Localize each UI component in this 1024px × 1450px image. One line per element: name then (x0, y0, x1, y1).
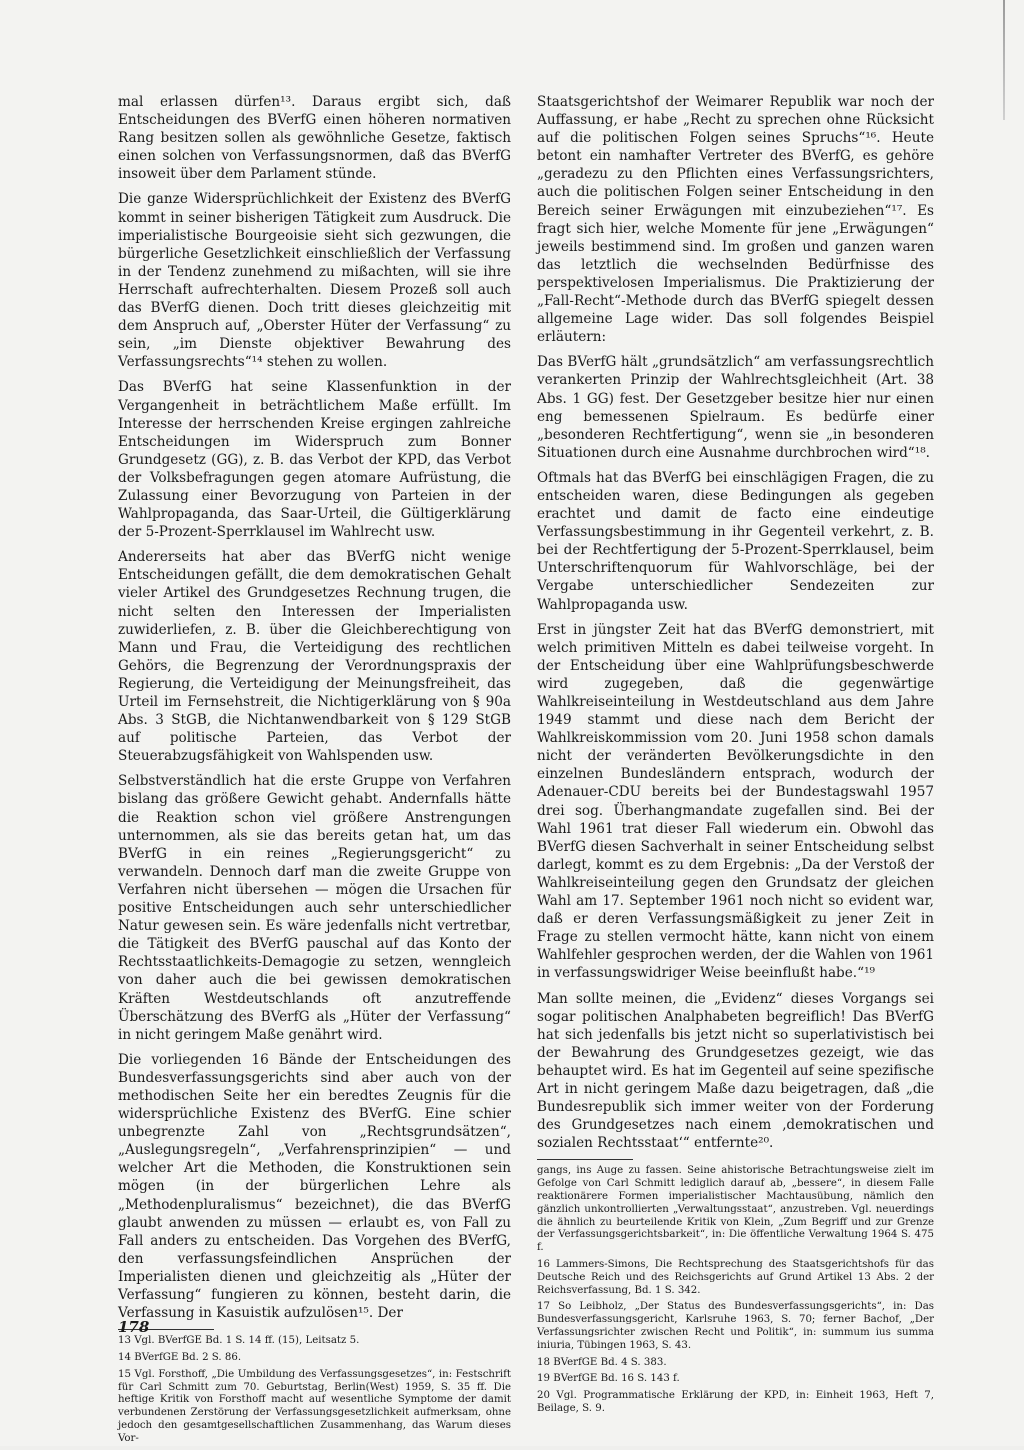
footnote: gangs, ins Auge zu fassen. Seine ahistorische Betrachtungsweise zielt im Gefolge von Carl Schmitt lediglich darauf ab, „bessere“, in diesem Falle reaktionärere Formen imperialistischer Machtausübung, nämlich den gänzlich unkontrollierten „Verwaltungsstaat“, anzustreben. Vgl. neuerdings die ähnlich zu beurteilende Kritik von Klein, „Zum Begriff und zur Grenze der Verfassungsgerichtsbarkeit“, in: Die öffentliche Verwaltung 1964 S. 475 f. (537, 1165, 934, 1254)
paragraph: Man sollte meinen, die „Evidenz“ dieses Vorgangs sei sogar politischen Analphabeten begreiflich! Das BVerfG hat sich jedenfalls bis jetzt nicht so superlativistisch bei der Bewahrung des Grundgesetzes gezeigt, wie das behauptet wird. Es hat im Gegenteil auf seine spezifische Art in nicht geringem Maße dazu beigetragen, daß „die Bundesrepublik sich immer weiter von der Forderung des Grundgesetzes nach einem ‚demokratischen und sozialen Rechtsstaat‘“ entfernte²⁰. (537, 990, 934, 1152)
paragraph: Selbstverständlich hat die erste Gruppe von Verfahren bislang das größere Gewicht gehabt. Andernfalls hätte die Reaktion schon viel größere Anstrengungen unternommen, als sie das bereits getan hat, um das BVerfG in ein reines „Regierungsgericht“ zu verwandeln. Dennoch darf man die zweite Gruppe von Verfahren nicht übersehen — mögen die Ursachen für positive Entscheidungen auch sehr unterschiedlicher Natur gewesen sein. Es wäre jedenfalls nicht vertretbar, die Tätigkeit des BVerfG pauschal auf das Konto der Rechtsstaatlichkeits-Demagogie zu setzen, wenngleich von daher auch die bei gewissen demokratischen Kräften Westdeutschlands oft anzutreffende Überschätzung des BVerfG als „Hüter der Verfassung“ in nicht geringem Maße genährt wird. (118, 773, 511, 1043)
paragraph: Erst in jüngster Zeit hat das BVerfG demonstriert, mit welch primitiven Mitteln es dabei teilweise vorgeht. In der Entscheidung über eine Wahlprüfungsbeschwerde wird zugegeben, daß die gegenwärtige Wahlkreiseinteilung in Westdeutschland aus dem Jahre 1949 stammt und diese nach dem Bericht der Wahlkreiskommission vom 20. Juni 1958 schon damals nicht der veränderten Bevölkerungsdichte in den einzelnen Bundesländern entsprach, wodurch der Adenauer-CDU bereits bei der Bundestagswahl 1957 drei sog. Überhangmandate zugefallen sind. Bei der Wahl 1961 trat dieser Fall wiederum ein. Obwohl das BVerfG diesen Sachverhalt in seiner Entscheidung selbst darlegt, kommt es zu dem Ergebnis: „Da der Verstoß der Wahlkreiseinteilung gegen den Grundsatz der gleichen Wahl am 17. September 1961 noch nicht so evident war, daß er deren Verfassungsmäßigkeit zu jener Zeit in Frage zu stellen vermocht hätte, kann nicht von einem Wahlfehler gesprochen werden, der die Wahlen von 1961 in verfassungswidriger Weise beeinflußt habe.“¹⁹ (537, 621, 934, 982)
footnote: 19 BVerfGE Bd. 16 S. 143 f. (537, 1373, 680, 1385)
paragraph: Andererseits hat aber das BVerfG nicht wenige Entscheidungen gefällt, die dem demokratischen Gehalt vieler Artikel des Grundgesetzes Rechnung trugen, die nicht selten den Interessen der Imperialisten zuwiderliefen, z. B. über die Gleichberechtigung von Mann und Frau, die Verteidigung des rechtlichen Gehörs, die Begrenzung der Verordnungspraxis der Regierung, die Verteidigung der Meinungsfreiheit, das Urteil im Fernsehstreit, die Nichtigerklärung von § 90a Abs. 3 StGB, die Nichtanwendbarkeit von § 129 StGB auf politische Parteien, das Verbot der Steuerabzugsfähigkeit von Wahlspenden usw. (118, 549, 511, 765)
left-column (118, 93, 511, 1450)
footnote: 16 Lammers-Simons, Die Rechtsprechung des Staatsgerichtshofs für das Deutsche Reich und des Reichsgerichts auf Grund Artikel 13 Abs. 2 der Reichsverfassung, Bd. 1 S. 342. (537, 1258, 934, 1296)
paragraph: Das BVerfG hat seine Klassenfunktion in der Vergangenheit in beträchtlichem Maße erfüllt. Im Interesse der herrschenden Kreise ergingen zahlreiche Entscheidungen im Widerspruch zum Bonner Grundgesetz (GG), z. B. das Verbot der KPD, das Verbot der Volksbefragungen gegen atomare Aufrüstung, die Zulassung einer Bevorzugung von Parteien in der Wahlpropaganda, das Saar-Urteil, die Gültigerklärung der 5-Prozent-Sperrklausel im Wahlrecht usw. (118, 379, 511, 541)
paragraph: Die ganze Widersprüchlichkeit der Existenz des BVerfG kommt in seiner bisherigen Tätigkeit zum Ausdruck. Die imperialistische Bourgeoisie sieht sich gezwungen, die bürgerliche Gesetzlichkeit einschließlich der Verfassung in der Tendenz zunehmend zu mißachten, will sie ihre Herrschaft aufrechterhalten. Diesem Prozeß soll auch das BVerfG dienen. Doch tritt dieses gleichzeitig mit dem Anspruch auf, „Oberster Hüter der Verfassung“ zu sein, „im Dienste objektiver Bewahrung des Verfassungsrechts“¹⁴ stehen zu wollen. (118, 191, 511, 371)
paragraph: Staatsgerichtshof der Weimarer Republik war noch der Auffassung, er habe „Recht zu sprechen ohne Rücksicht auf die politischen Folgen seines Spruchs“¹⁶. Heute betont ein namhafter Vertreter des BVerfG, es gehöre „geradezu zu den Pflichten eines Verfassungsrichters, auch die politischen Folgen seiner Entscheidung in den Bereich seiner Erwägungen mit einzubeziehen“¹⁷. Es fragt sich hier, welche Momente für jene „Erwägungen“ jeweils bestimmend sind. Im großen und ganzen waren das letztlich die wechselnden Bedürfnisse des perspektivelosen Imperialismus. Die Praktizierung der „Fall-Recht“-Methode durch das BVerfG spiegelt dessen allgemeine Lage wider. Das soll folgendes Beispiel erläutern: (537, 94, 934, 346)
scan-edge (1003, 0, 1005, 120)
paragraph: Oftmals hat das BVerfG bei einschlägigen Fragen, die zu entscheiden waren, diese Bedingungen als gegeben erachtet und damit de facto eine eindeutige Verfassungsbestimmung in ihr Gegenteil verkehrt, z. B. bei der Rechtfertigung der 5-Prozent-Sperrklausel, beim Unterschriftenquorum für Wahlvorschläge, bei der Vergabe unterschiedlicher Sendezeiten zur Wahlpropaganda usw. (537, 469, 934, 613)
footnote: 18 BVerfGE Bd. 4 S. 383. (537, 1356, 667, 1368)
footnote: 20 Vgl. Programmatische Erklärung der KPD, in: Einheit 1963, Heft 7, Beilage, S. 9. (537, 1390, 934, 1414)
paragraph: Das BVerfG hält „grundsätzlich“ am verfassungsrechtlich verankerten Prinzip der Wahlrechtsgleichheit (Art. 38 Abs. 1 GG) fest. Der Gesetzgeber besitze hier nur einen eng bemessenen Spielraum. Es bedürfe einer „besonderen Rechtfertigung“, wenn sie „in besonderen Situationen durch eine Ausnahme durchbrochen wird“¹⁸. (537, 354, 934, 461)
paragraph: Die vorliegenden 16 Bände der Entscheidungen des Bundesverfassungsgerichts sind aber auch von der methodischen Seite her ein beredtes Zeugnis für die widersprüchliche Existenz des BVerfG. Eine schier unbegrenzte Zahl von „Rechtsgrundsätzen“, „Auslegungsregeln“, „Verfahrensprinzipien“ — und welcher Art die Methoden, die Konstruktionen sein mögen (in der bürgerlichen Lehre als „Methodenpluralismus“ bezeichnet), die das BVerfG glaubt anwenden zu müssen — erlaubt es, von Fall zu Fall anders zu entscheiden. Das Vorgehen des BVerfG, den verfassungsfeindlichen Ansprüchen der Imperialisten dienen und gleichzeitig als „Hüter der Verfassung“ fungieren zu können, besteht darin, die Verfassung in Kasuistik aufzulösen¹⁵. Der (118, 1051, 511, 1322)
footnote: 15 Vgl. Forsthoff, „Die Umbildung des Verfassungsgesetzes“, in: Festschrift für Carl Schmitt zum 70. Geburtstag, Berlin(West) 1959, S. 35 ff. Die heftige Kritik von Forsthoff macht auf wesentliche Symptome der damit verbundenen Zerstörung der Verfassungsgesetzlichkeit aufmerksam, ohne jedoch den gesamtgesellschaftlichen Zusammenhang, das Warum dieses Vor- (118, 1368, 511, 1444)
page-number: 178 (118, 1318, 150, 1336)
footnote: 14 BVerfGE Bd. 2 S. 86. (118, 1351, 242, 1363)
footnote-divider (537, 1159, 633, 1160)
footnote: 13 Vgl. BVerfGE Bd. 1 S. 14 ff. (15), Leitsatz 5. (118, 1335, 360, 1347)
footnote: 17 So Leibholz, „Der Status des Bundesverfassungsgerichts“, in: Das Bundesverfassungsgericht, Karlsruhe 1963, S. 70; ferner Bachof, „Der Verfassungsrichter zwischen Recht und Politik“, in: summum ius summa iniuria, Tübingen 1963, S. 43. (537, 1301, 934, 1351)
right-column (537, 93, 934, 1420)
paragraph: mal erlassen dürfen¹³. Daraus ergibt sich, daß Entscheidungen des BVerfG einen höheren normativen Rang besitzen sollen als gewöhnliche Gesetze, faktisch einen solchen von Verfassungsnormen, daß das BVerfG insoweit über dem Parlament stünde. (118, 94, 511, 183)
